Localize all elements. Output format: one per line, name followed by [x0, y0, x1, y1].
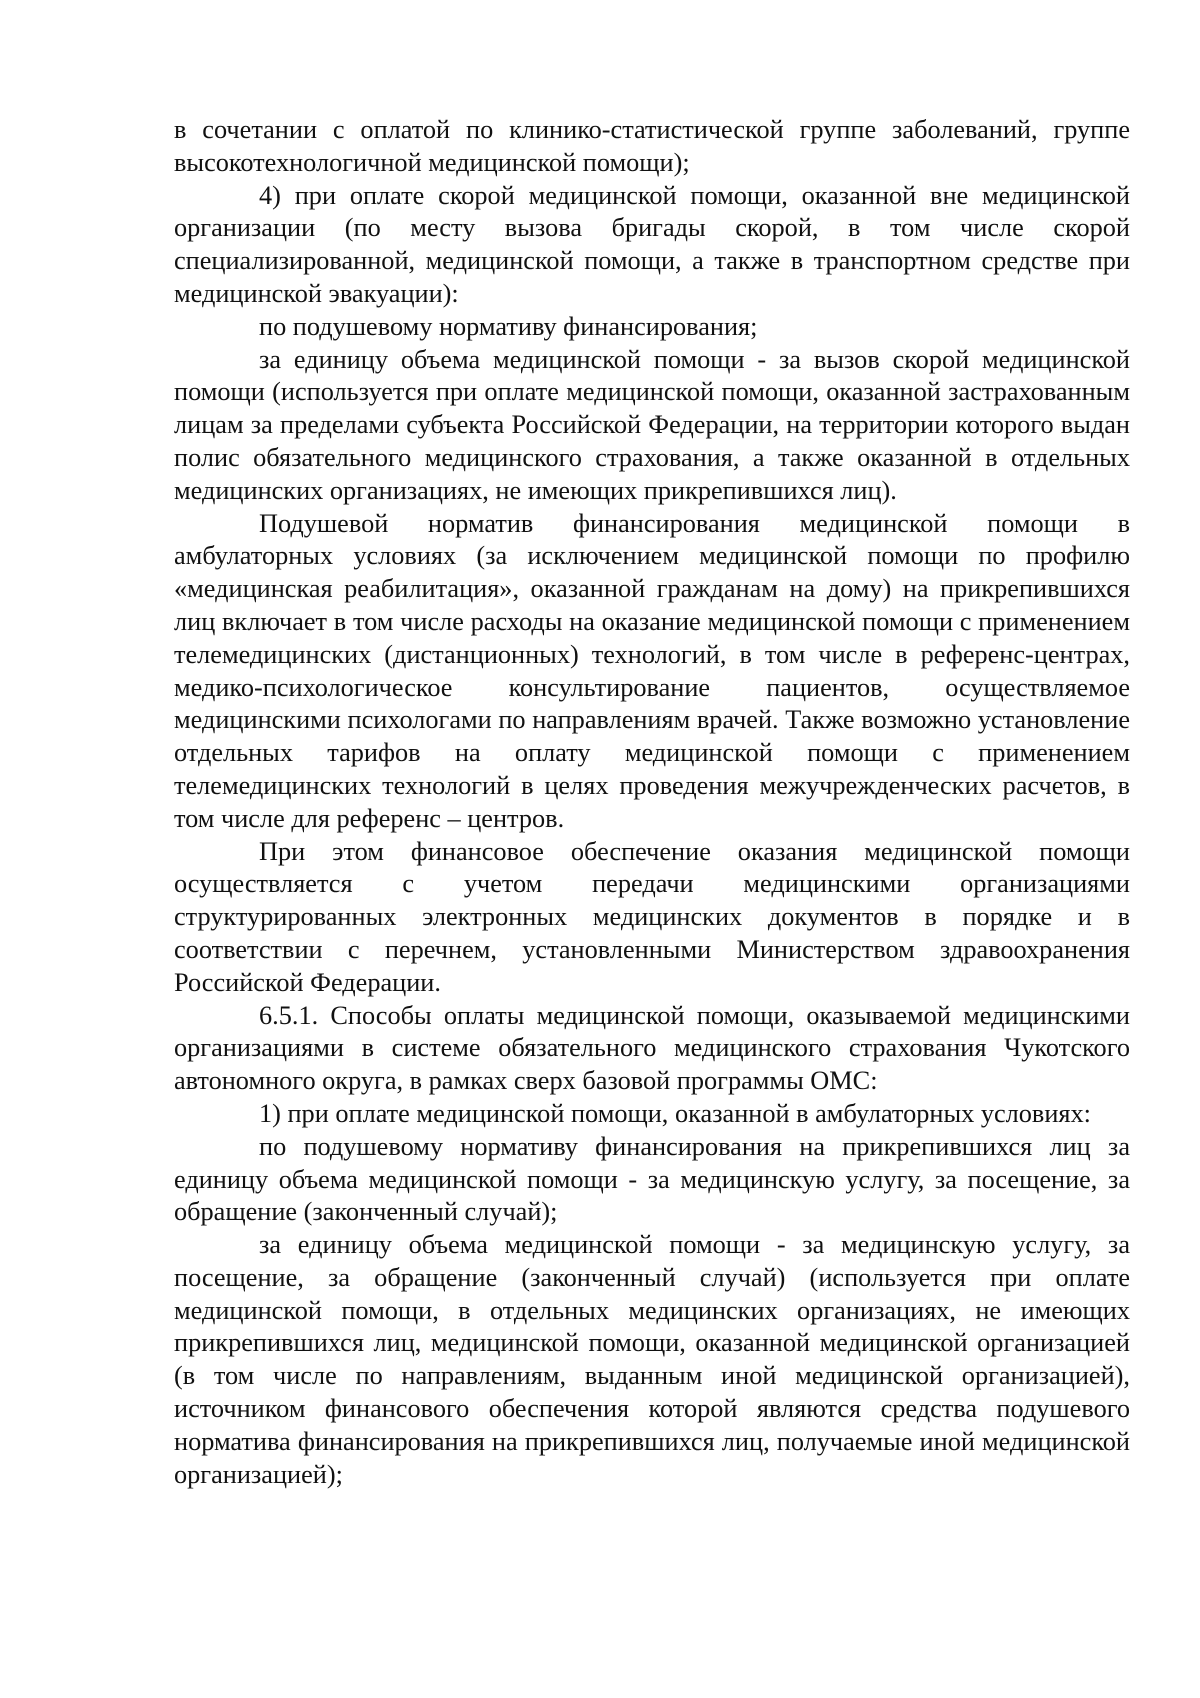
paragraph-per-capita-attached: по подушевому нормативу финансирования на прикрепившихся лиц за единицу объема медицинской помощи - за медицинскую услугу, за посещение, за обращение (законченный случай); [174, 1131, 1130, 1227]
paragraph-continuation: в сочетании с оплатой по клинико-статистической группе заболеваний, группе высокотехнологичной медицинской помощи); [174, 115, 1130, 177]
paragraph-item-4-ambulance: 4) при оплате скорой медицинской помощи, оказанной вне медицинской организации (по месту вызова бригады скорой, в том числе скорой специализированной, медицинской помощи, а также в транспортном средстве при медицинской эвакуации): [174, 180, 1130, 308]
paragraph-per-capita-norm: Подушевой норматив финансирования медицинской помощи в амбулаторных условиях (за исключением медицинской помощи по профилю «медицинская реабилитация», оказанной гражданам на дому) на прикрепившихся лиц включает в том числе расходы на оказание медицинской помощи с применением телемедицинских (дистанционных) технологий, в том числе в референс-центрах, медико-психологическое консультирование пациентов, осуществляемое медицинскими психологами по направлениям врачей. Также возможно установление отдельных тарифов на оплату медицинской помощи с применением телемедицинских технологий в целях проведения межучрежденческих расчетов, в том числе для референс – центров. [174, 508, 1130, 833]
paragraph-unit-volume-call: за единицу объема медицинской помощи - за вызов скорой медицинской помощи (используется при оплате медицинской помощи, оказанной застрахованным лицам за пределами субъекта Российской Федерации, на территории которого выдан полис обязательного медицинского страхования, а также оказанной в отдельных медицинских организациях, не имеющих прикрепившихся лиц). [174, 344, 1130, 505]
paragraph-item-1-outpatient: 1) при оплате медицинской помощи, оказанной в амбулаторных условиях: [259, 1098, 1091, 1128]
paragraph-unit-volume-service: за единицу объема медицинской помощи - за медицинскую услугу, за посещение, за обращение (законченный случай) (используется при оплате медицинской помощи, в отдельных медицинских организациях, не имеющих прикрепившихся лиц, медицинской помощи, оказанной медицинской организацией (в том числе по направлениям, выданным иной медицинской организацией), источником финансового обеспечения которой являются средства подушевого норматива финансирования на прикрепившихся лиц, получаемые иной медицинской организацией); [174, 1230, 1130, 1489]
paragraph-financial-support: При этом финансовое обеспечение оказания медицинской помощи осуществляется с учетом передачи медицинскими организациями структурированных электронных медицинских документов в порядке и в соответствии с перечнем, установленными Министерством здравоохранения Российской Федерации. [174, 836, 1130, 997]
paragraph-per-capita: по подушевому нормативу финансирования; [259, 311, 758, 341]
paragraph-section-6-5-1: 6.5.1. Способы оплаты медицинской помощи, оказываемой медицинскими организациями в системе обязательного медицинского страхования Чукотского автономного округа, в рамках сверх базовой программы ОМС: [174, 1000, 1130, 1096]
document-body [174, 114, 1130, 1491]
